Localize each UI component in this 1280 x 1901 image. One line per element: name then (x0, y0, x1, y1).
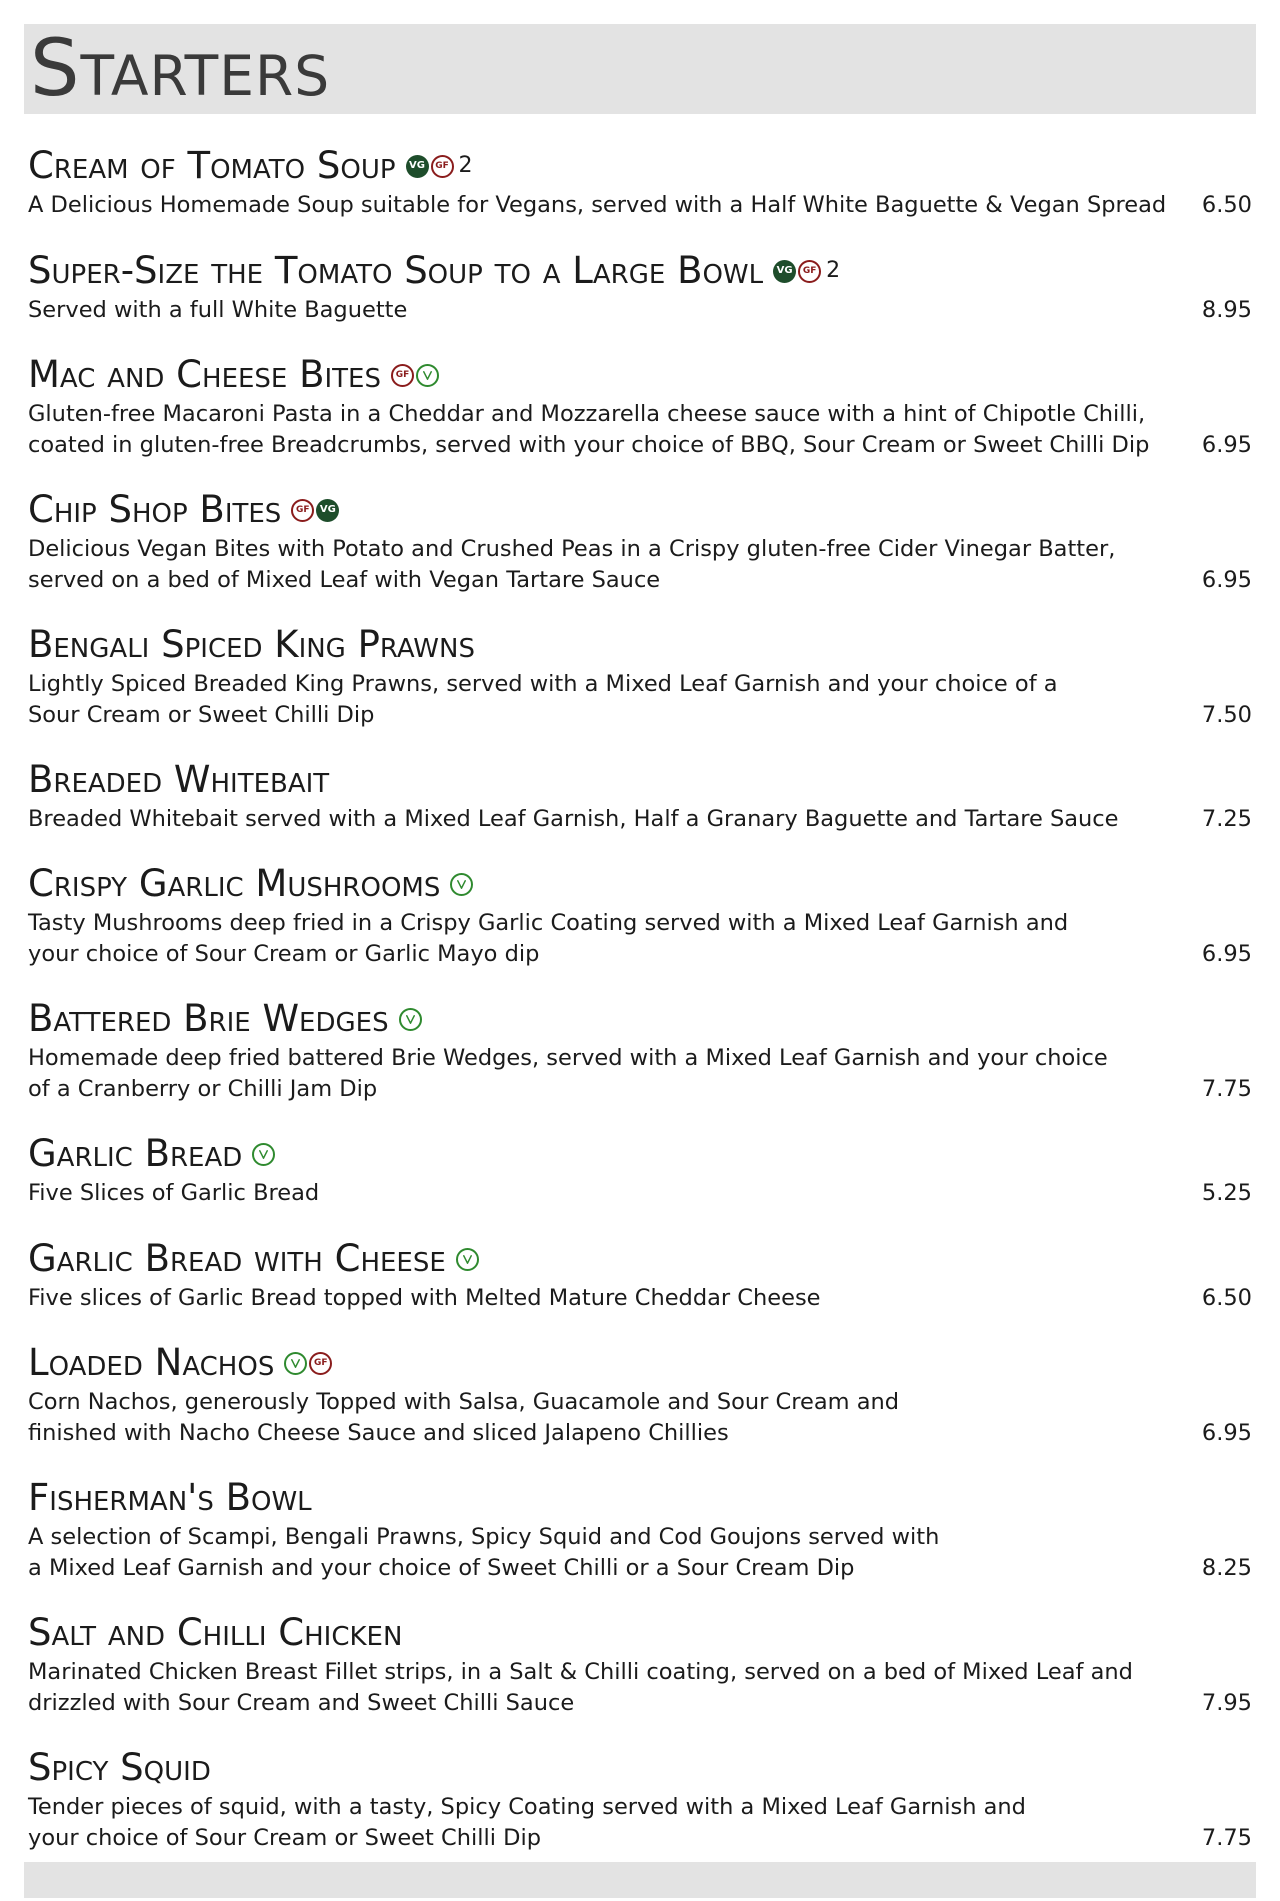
menu-item (28, 760, 1252, 835)
gluten-free-icon: GF (431, 155, 454, 178)
item-price: 6.95 (1201, 941, 1252, 967)
item-description: Five Slices of Garlic Bread (28, 1180, 320, 1206)
item-description: Tender pieces of squid, with a tasty, Spicy Coating served with a Mixed Leaf Garnish and your choice of Sour Cream or Sweet Chilli Dip (28, 1794, 1026, 1851)
menu-item (28, 864, 1252, 970)
badge-note: 2 (458, 153, 473, 178)
vegetarian-icon (450, 873, 473, 896)
item-price: 6.50 (1201, 1285, 1252, 1311)
item-name-row (28, 1134, 1252, 1174)
item-description: A selection of Scampi, Bengali Prawns, Spicy Squid and Cod Goujons served with a Mixed Leaf Garnish and your choice of Sweet Chilli or a Sour Cream Dip (28, 1524, 940, 1581)
vegetarian-icon (252, 1143, 275, 1166)
footer-bar (24, 1862, 1256, 1898)
item-price: 6.95 (1201, 567, 1252, 593)
item-description: A Delicious Homemade Soup suitable for Vegans, served with a Half White Baguette & Vegan Spread (28, 192, 1167, 218)
page-title: Starters (30, 24, 331, 114)
item-name: Bengali Spiced King Prawns (28, 623, 475, 666)
dietary-badges (291, 499, 339, 522)
item-price: 7.75 (1201, 1076, 1252, 1102)
menu-item (28, 490, 1252, 596)
dietary-badges (252, 1143, 275, 1166)
dietary-badges (773, 251, 840, 291)
item-name: Battered Brie Wedges (28, 997, 389, 1040)
item-name: Super-Size the Tomato Soup to a Large Bowl (28, 249, 764, 292)
item-name-row (28, 1343, 1252, 1383)
item-name-row (28, 760, 1252, 800)
menu-item (28, 355, 1252, 461)
item-description: Breaded Whitebait served with a Mixed Leaf Garnish, Half a Granary Baguette and Tartare Sauce (28, 806, 1119, 832)
item-name: Salt and Chilli Chicken (28, 1611, 403, 1654)
vegan-icon: VG (773, 260, 796, 283)
item-description: Gluten-free Macaroni Pasta in a Cheddar and Mozzarella cheese sauce with a hint of Chipotle Chilli, coated in gluten-free Breadcrumbs, served with your choice of BBQ, Sour Cream or Sweet Chilli Dip (28, 401, 1150, 458)
item-name: Crispy Garlic Mushrooms (28, 862, 441, 905)
item-name: Fisherman's Bowl (28, 1476, 312, 1519)
item-name: Breaded Whitebait (28, 758, 330, 801)
item-name-row (28, 999, 1252, 1039)
menu-item (28, 146, 1252, 221)
item-name: Garlic Bread with Cheese (28, 1237, 446, 1280)
item-price: 6.95 (1201, 1420, 1252, 1446)
item-name: Mac and Cheese Bites (28, 353, 381, 396)
vegan-icon: VG (316, 499, 339, 522)
menu-item (28, 251, 1252, 326)
item-description: Served with a full White Baguette (28, 297, 408, 323)
item-price: 7.75 (1201, 1825, 1252, 1851)
vegetarian-icon (456, 1248, 479, 1271)
item-name-row (28, 1748, 1252, 1788)
item-description: Homemade deep fried battered Brie Wedges, served with a Mixed Leaf Garnish and your choice of a Cranberry or Chilli Jam Dip (28, 1045, 1108, 1102)
item-description: Tasty Mushrooms deep fried in a Crispy Garlic Coating served with a Mixed Leaf Garnish and your choice of Sour Cream or Garlic Mayo dip (28, 910, 1069, 967)
item-description: Lightly Spiced Breaded King Prawns, served with a Mixed Leaf Garnish and your choice of a Sour Cream or Sweet Chilli Dip (28, 671, 1058, 728)
gluten-free-icon: GF (391, 364, 414, 387)
item-name-row (28, 355, 1252, 395)
item-name: Spicy Squid (28, 1746, 211, 1789)
item-description: Delicious Vegan Bites with Potato and Crushed Peas in a Crispy gluten-free Cider Vinegar Batter, served on a bed of Mixed Leaf with Vegan Tartare Sauce (28, 536, 1116, 593)
item-name-row (28, 864, 1252, 904)
item-description: Marinated Chicken Breast Fillet strips, in a Salt & Chilli coating, served on a bed of Mixed Leaf and drizzled with Sour Cream and Sweet Chilli Sauce (28, 1659, 1133, 1716)
item-name-row (28, 1478, 1252, 1518)
gluten-free-icon: GF (798, 260, 821, 283)
badge-note: 2 (826, 258, 841, 283)
menu-item (28, 625, 1252, 731)
item-name-row (28, 1613, 1252, 1653)
item-price: 8.25 (1201, 1555, 1252, 1581)
menu-item (28, 999, 1252, 1105)
item-name-row (28, 490, 1252, 530)
gluten-free-icon: GF (291, 499, 314, 522)
item-name-row (28, 251, 1252, 291)
item-name-row (28, 146, 1252, 186)
menu-item (28, 1239, 1252, 1314)
dietary-badges (391, 364, 439, 387)
item-price: 6.95 (1201, 432, 1252, 458)
menu-item (28, 1478, 1252, 1584)
vegan-icon: VG (406, 155, 429, 178)
menu-item (28, 1134, 1252, 1209)
vegetarian-icon (416, 364, 439, 387)
item-price: 5.25 (1201, 1180, 1252, 1206)
menu-item (28, 1748, 1252, 1854)
item-price: 6.50 (1201, 192, 1252, 218)
dietary-badges (399, 1008, 422, 1031)
dietary-badges (450, 873, 473, 896)
item-name: Garlic Bread (28, 1132, 243, 1175)
dietary-badges (456, 1248, 479, 1271)
item-name: Chip Shop Bites (28, 488, 282, 531)
item-name-row (28, 1239, 1252, 1279)
item-price: 7.50 (1201, 702, 1252, 728)
vegetarian-icon (284, 1352, 307, 1375)
item-price: 8.95 (1201, 297, 1252, 323)
dietary-badges (406, 146, 473, 186)
item-name: Loaded Nachos (28, 1341, 275, 1384)
gluten-free-icon: GF (309, 1352, 332, 1375)
item-description: Five slices of Garlic Bread topped with Melted Mature Cheddar Cheese (28, 1285, 821, 1311)
dietary-badges (284, 1352, 332, 1375)
menu-item (28, 1613, 1252, 1719)
vegetarian-icon (399, 1008, 422, 1031)
item-price: 7.95 (1201, 1690, 1252, 1716)
item-name: Cream of Tomato Soup (28, 144, 396, 187)
item-description: Corn Nachos, generously Topped with Salsa, Guacamole and Sour Cream and finished with Nacho Cheese Sauce and sliced Jalapeno Chillies (28, 1389, 900, 1446)
menu-item (28, 1343, 1252, 1449)
item-price: 7.25 (1201, 806, 1252, 832)
item-name-row (28, 625, 1252, 665)
